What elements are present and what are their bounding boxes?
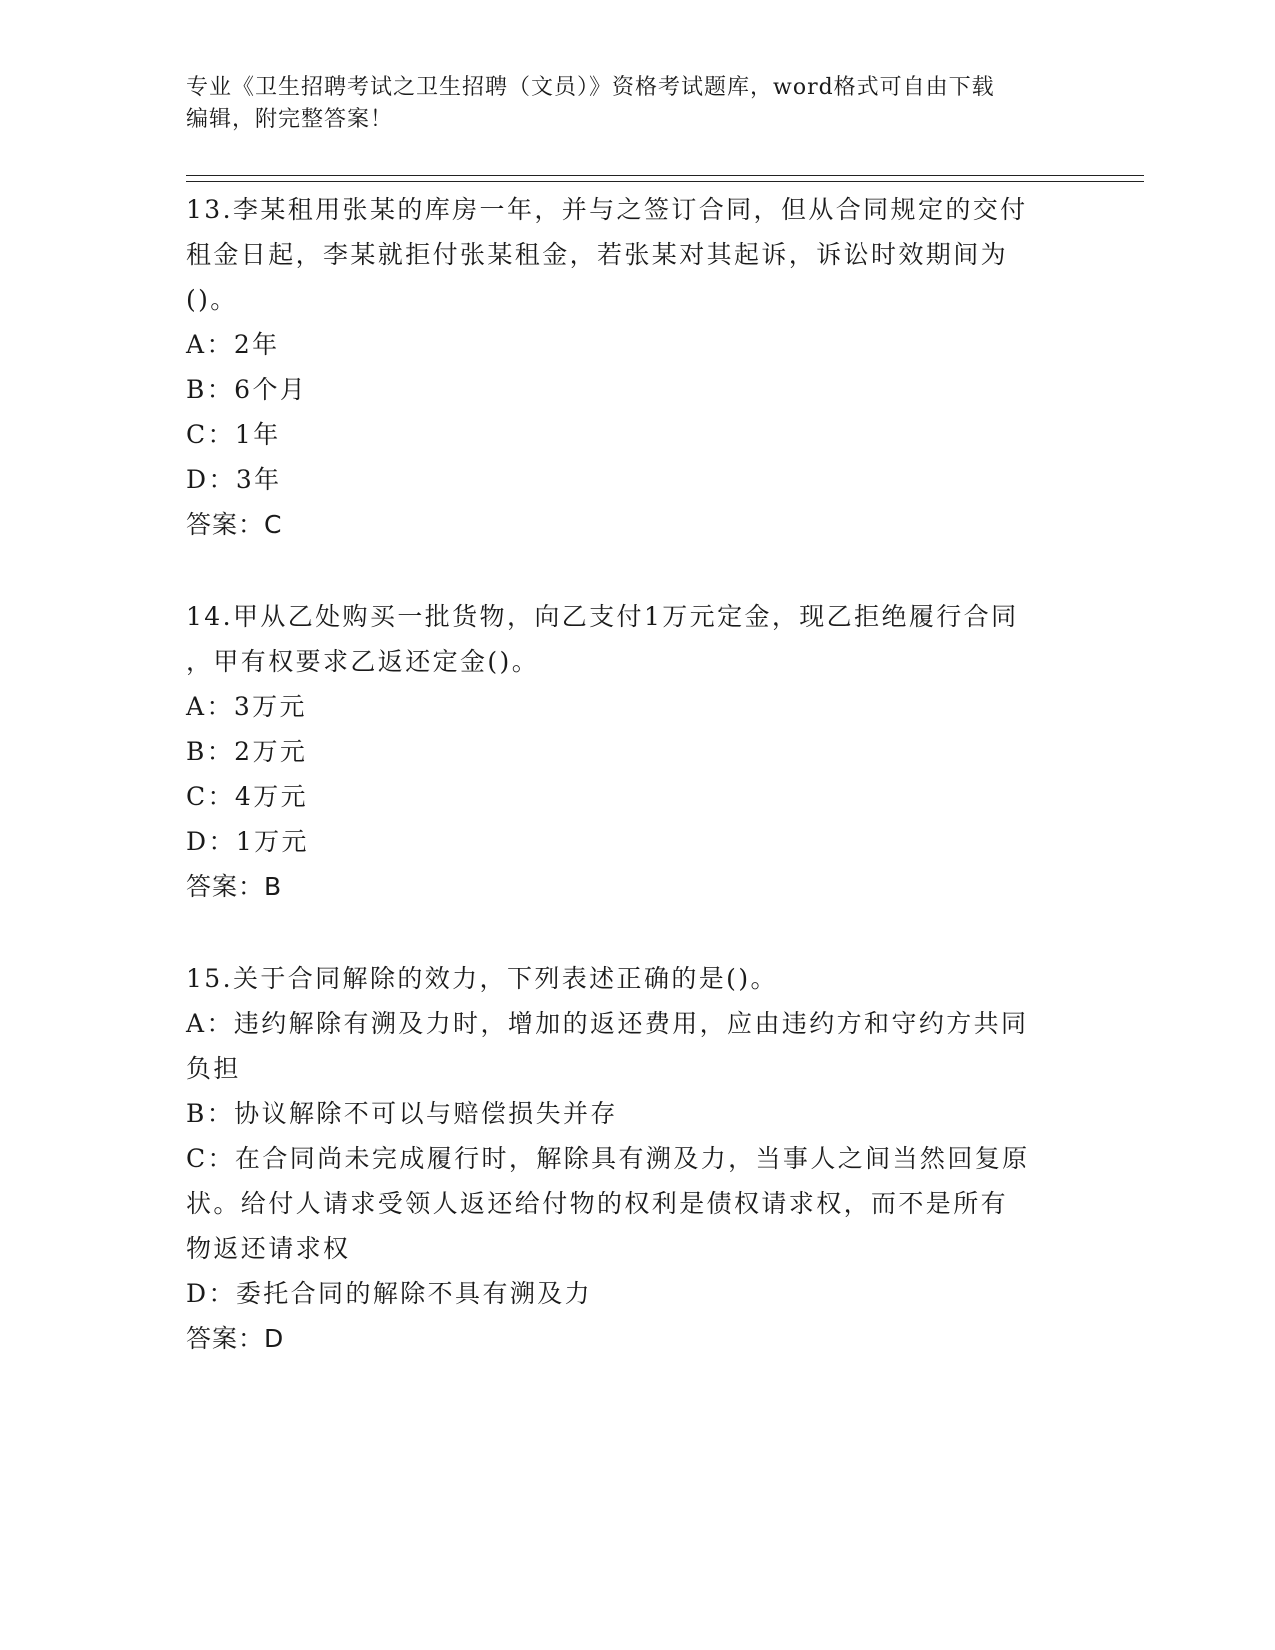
option-d: D：委托合同的解除不具有溯及力	[186, 1279, 593, 1308]
answer: 答案：B	[186, 872, 283, 901]
answer: 答案：D	[186, 1324, 285, 1353]
option-c: C：在合同尚未完成履行时，解除具有溯及力，当事人之间当然回复原	[186, 1144, 1030, 1173]
option-a: A：2年	[186, 330, 280, 359]
header-line-1: 专业《卫生招聘考试之卫生招聘（文员）》资格考试题库，word格式可自由下载	[186, 75, 995, 100]
question-stem-line: 14.甲从乙处购买一批货物，向乙支付1万元定金，现乙拒绝履行合同	[186, 602, 1019, 631]
header-line-2: 编辑，附完整答案！	[186, 107, 394, 132]
option-a: A：违约解除有溯及力时，增加的返还费用，应由违约方和守约方共同	[186, 1009, 1029, 1038]
question-13	[186, 187, 1066, 547]
header-divider-top	[186, 175, 1144, 176]
option-c: C：4万元	[186, 782, 309, 811]
option-c: C：1年	[186, 420, 281, 449]
option-c-continued: 物返还请求权	[186, 1234, 351, 1263]
option-d: D：3年	[186, 465, 282, 494]
option-a-continued: 负担	[186, 1054, 241, 1083]
question-14	[186, 594, 1066, 909]
option-a: A：3万元	[186, 692, 307, 721]
question-stem-line: ()。	[186, 285, 238, 314]
answer: 答案：C	[186, 510, 283, 539]
question-stem-line: ，甲有权要求乙返还定金()。	[186, 647, 540, 676]
document-header	[186, 72, 1066, 136]
option-b: B：6个月	[186, 375, 308, 404]
question-15	[186, 956, 1066, 1361]
question-stem-line: 租金日起，李某就拒付张某租金，若张某对其起诉，诉讼时效期间为	[186, 240, 1009, 269]
question-stem-line: 15.关于合同解除的效力，下列表述正确的是()。	[186, 964, 778, 993]
option-b: B：协议解除不可以与赔偿损失并存	[186, 1099, 618, 1128]
question-stem-line: 13.李某租用张某的库房一年，并与之签订合同，但从合同规定的交付	[186, 195, 1028, 224]
option-c-continued: 状。给付人请求受领人返还给付物的权利是债权请求权，而不是所有	[186, 1189, 1009, 1218]
option-b: B：2万元	[186, 737, 308, 766]
option-d: D：1万元	[186, 827, 309, 856]
header-divider-bottom	[186, 181, 1144, 182]
